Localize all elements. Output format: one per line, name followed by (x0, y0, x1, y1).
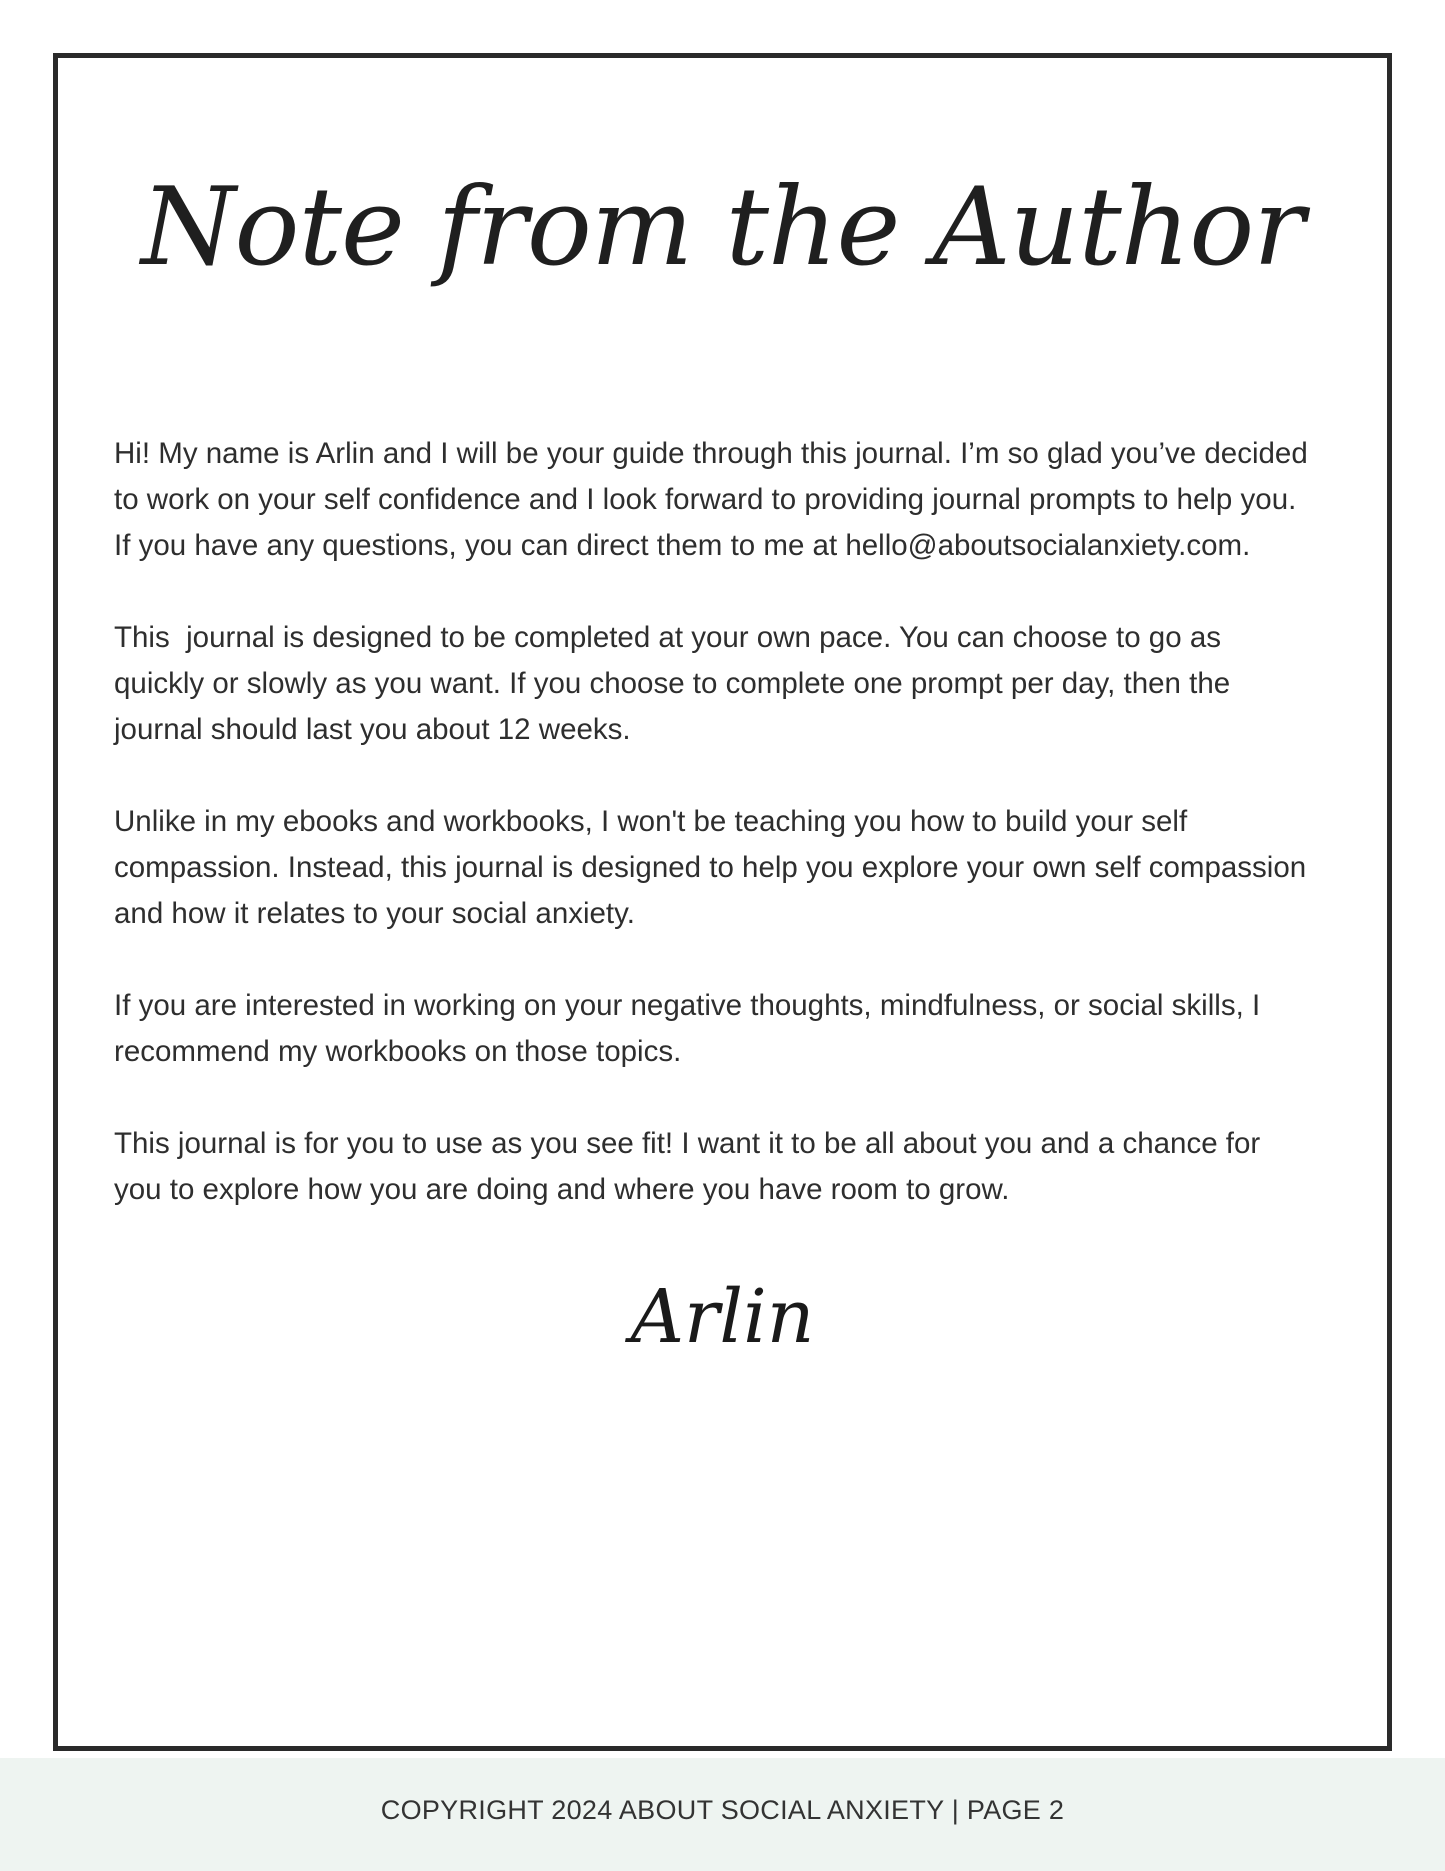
footer-copyright: COPYRIGHT 2024 ABOUT SOCIAL ANXIETY | PAGE 2 (380, 1795, 1065, 1825)
author-signature: Arlin (630, 1274, 815, 1360)
page-title: Note from the Author (141, 165, 1304, 290)
page-footer (0, 1758, 1445, 1871)
paragraph-closing: This journal is for you to use as you see fit! I want it to be all about you and a chance for you to explore how you are doing and where you have room to grow. (114, 1127, 1269, 1206)
author-note-body (114, 431, 1314, 1259)
paragraph-pace: This journal is designed to be completed at your own pace. You can choose to go as quickly or slowly as you want. If you choose to complete one prompt per day, then the journal should last you about 12 weeks. (114, 621, 1239, 746)
paragraph-workbooks: If you are interested in working on your negative thoughts, mindfulness, or social skills, I recommend my workbooks on those topics. (114, 989, 1269, 1068)
paragraph-compassion: Unlike in my ebooks and workbooks, I won't be teaching you how to build your self compassion. Instead, this journal is designed to help you explore your own self compassion and how it relates to your social anxiety. (114, 805, 1315, 930)
paragraph-intro: Hi! My name is Arlin and I will be your guide through this journal. I’m so glad you’ve decided to work on your self confidence and I look forward to providing journal prompts to help you. If you have any questions, you can direct them to me at hello@aboutsocialanxiety.com. (114, 437, 1316, 562)
